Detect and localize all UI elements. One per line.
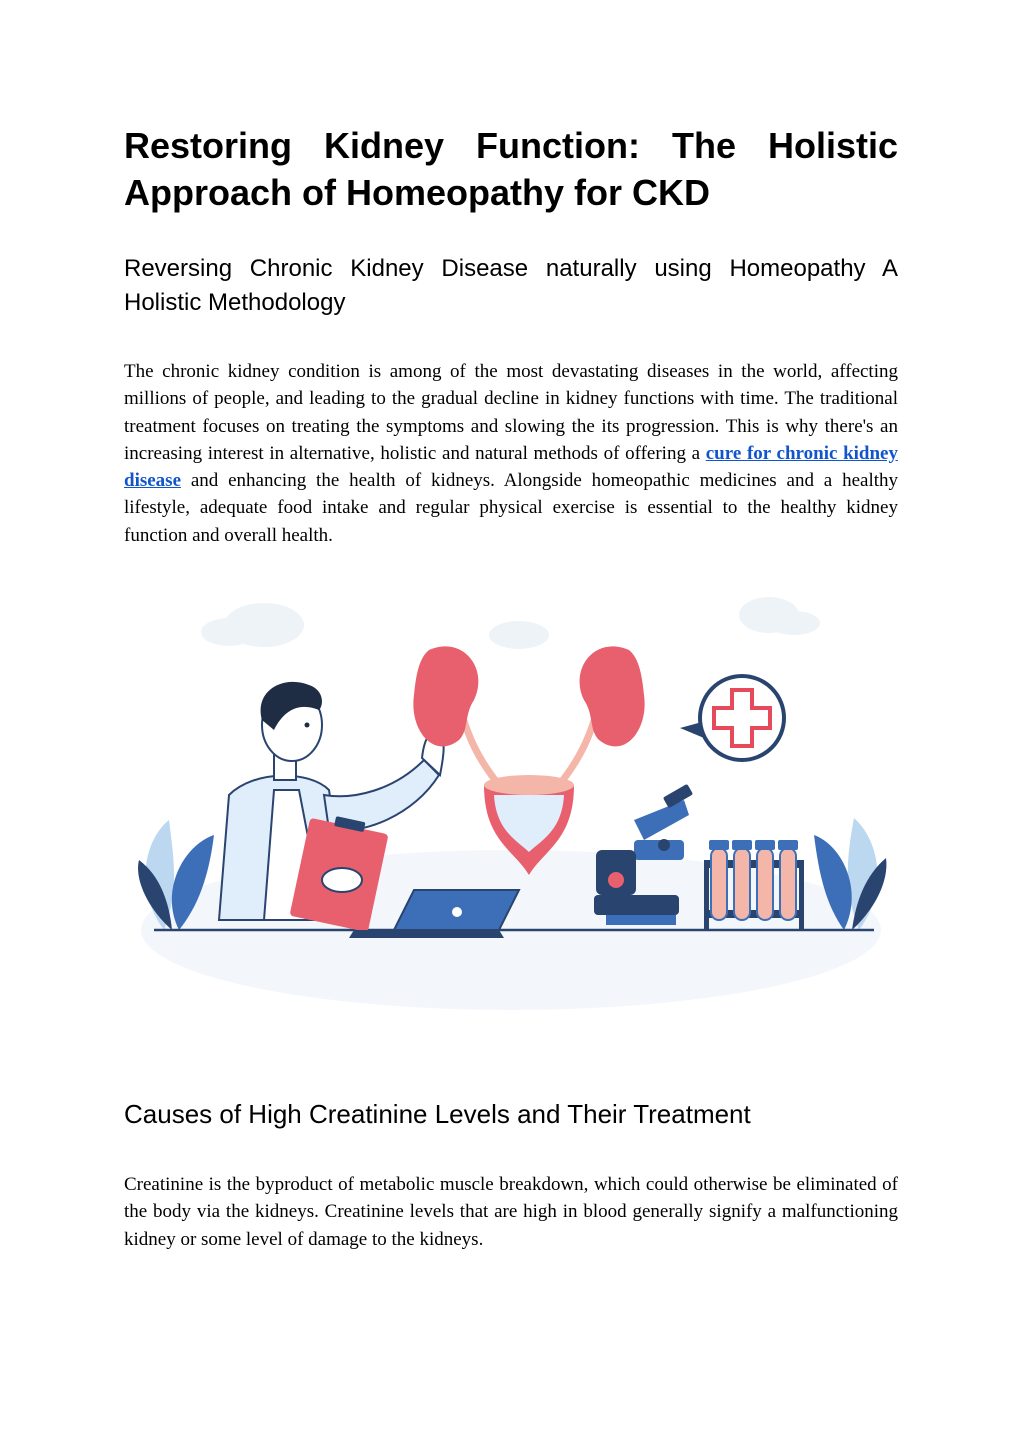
page-subtitle: Reversing Chronic Kidney Disease naturally using Homeopathy A Holistic Methodology	[124, 255, 898, 316]
intro-paragraph	[124, 358, 898, 549]
cure-ckd-link[interactable]: cure for chronic kidney disease	[124, 442, 898, 492]
creatinine-paragraph: Creatinine is the byproduct of metabolic muscle breakdown, which could otherwise be eliminated of the body via the kidneys. Creatinine levels that are high in blood generally signify a malfunctioning kidney or some level of damage to the kidneys.	[124, 1174, 898, 1250]
page-title: Restoring Kidney Function: The Holistic Approach of Homeopathy for CKD	[124, 125, 898, 213]
microscope-icon	[594, 784, 693, 925]
intro-text-after-link: and enhancing the health of kidneys. Alongside homeopathic medicines and a healthy lifestyle, adequate food intake and regular physical exercise is essential to the healthy kidney function and overall health.	[124, 470, 898, 546]
background-clouds	[201, 597, 820, 649]
urinary-system	[413, 646, 644, 875]
medical-cross-bubble-icon	[680, 676, 784, 760]
kidney-illustration	[124, 590, 898, 1010]
intro-text-before-link: The chronic kidney condition is among of the most devastating diseases in the world, affecting millions of people, and leading to the gradual decline in kidney functions with time. The traditional treatment focuses on treating the symptoms and slowing the its progression. This is why there's an increasing interest in alternative, holistic and natural methods of offering a	[124, 361, 898, 464]
section-heading-creatinine: Causes of High Creatinine Levels and Their Treatment	[124, 1099, 751, 1129]
kidney-icon	[413, 646, 644, 746]
